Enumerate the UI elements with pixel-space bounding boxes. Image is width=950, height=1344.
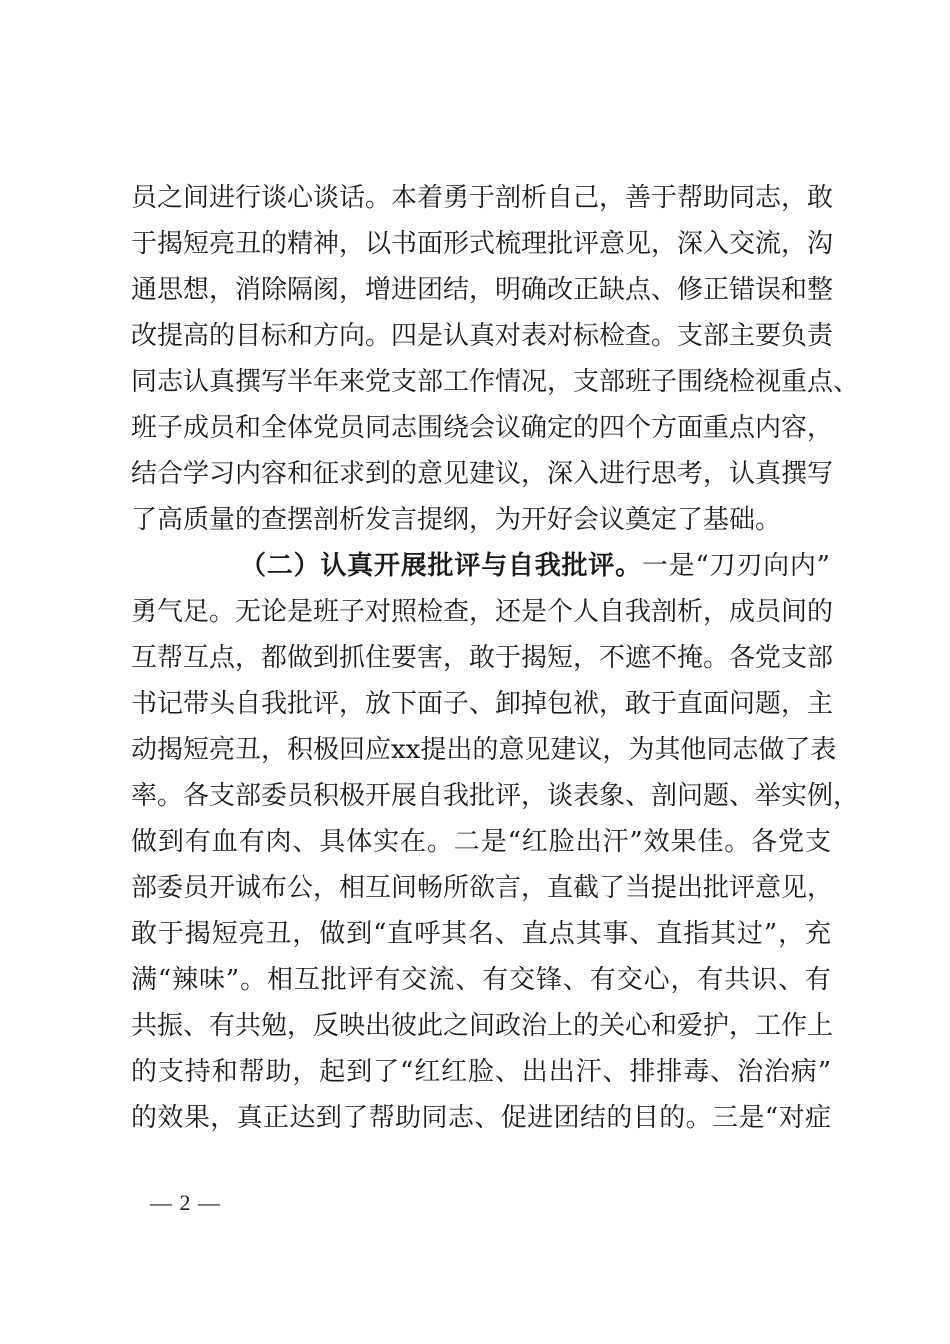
section-line: 率。各支部委员积极开展自我批评，谈表象、剖问题、举实例， bbox=[131, 781, 860, 811]
section-line: 动揭短亮丑，积极回应xx提出的意见建议，为其他同志做了表 bbox=[131, 735, 837, 765]
section-heading: （二）认真开展批评与自我批评。 bbox=[240, 551, 642, 581]
section-line: 共振、有共勉，反映出彼此之间政治上的关心和爱护，工作上 bbox=[131, 1011, 834, 1041]
section-line: 互帮互点，都做到抓住要害，敢于揭短，不遮不掩。各党支部 bbox=[131, 643, 834, 673]
section-line: 书记带头自我批评，放下面子、卸掉包袱，敢于直面问题，主 bbox=[131, 689, 834, 719]
section-heading-line bbox=[240, 550, 830, 582]
section-heading-rest: 一是“刀刃向内” bbox=[641, 551, 830, 581]
section-line: 的支持和帮助，起到了“红红脸、出出汗、排排毒、治治病” bbox=[131, 1057, 831, 1087]
section-line: 部委员开诚布公，相互间畅所欲言，直截了当提出批评意见， bbox=[131, 873, 834, 903]
paragraph-line: 结合学习内容和征求到的意见建议，深入进行思考，认真撰写 bbox=[131, 459, 834, 489]
paragraph-line: 通思想，消除隔阂，增进团结，明确改正缺点、修正错误和整 bbox=[131, 275, 834, 305]
section-line: 勇气足。无论是班子对照检查，还是个人自我剖析，成员间的 bbox=[131, 597, 834, 627]
page-number: — 2 — bbox=[150, 1190, 221, 1215]
paragraph-line: 同志认真撰写半年来党支部工作情况，支部班子围绕检视重点、 bbox=[131, 367, 860, 397]
section-line: 做到有血有肉、具体实在。二是“红脸出汗”效果佳。各党支 bbox=[131, 827, 831, 857]
section-line: 满“辣味”。相互批评有交流、有交锋、有交心，有共识、有 bbox=[131, 965, 831, 995]
paragraph-line: 班子成员和全体党员同志围绕会议确定的四个方面重点内容， bbox=[131, 413, 834, 443]
paragraph-line: 改提高的目标和方向。四是认真对表对标检查。支部主要负责 bbox=[131, 321, 834, 351]
paragraph-line: 了高质量的查摆剖析发言提纲，为开好会议奠定了基础。 bbox=[131, 505, 782, 535]
section-line: 敢于揭短亮丑，做到“直呼其名、直点其事、直指其过”，充 bbox=[131, 919, 831, 949]
section-line: 的效果，真正达到了帮助同志、促进团结的目的。三是“对症 bbox=[131, 1103, 831, 1133]
paragraph-line: 于揭短亮丑的精神，以书面形式梳理批评意见，深入交流，沟 bbox=[131, 229, 834, 259]
paragraph-line: 员之间进行谈心谈话。本着勇于剖析自己，善于帮助同志，敢 bbox=[131, 183, 834, 213]
